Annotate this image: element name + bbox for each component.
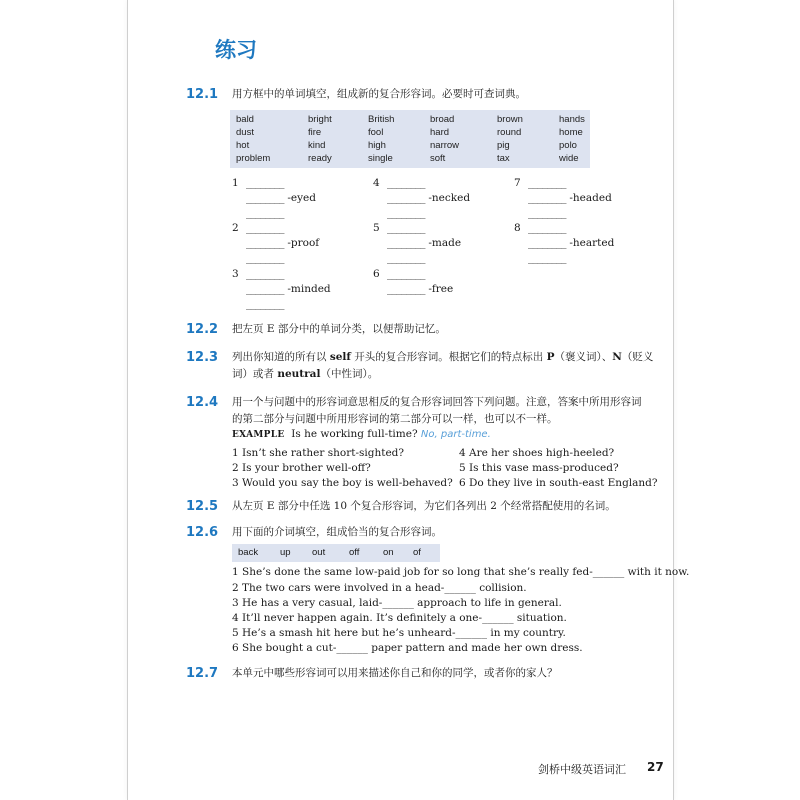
blank[interactable]: ________ — [246, 237, 284, 249]
word: dust — [236, 127, 254, 138]
word-column — [497, 113, 523, 165]
blank[interactable]: ________ — [387, 268, 425, 280]
blank[interactable]: ________ — [246, 177, 284, 189]
exercise-number-12-6: 12.6 — [186, 525, 219, 540]
exercise-text-12-2: 把左页 E 部分中的单词分类，以便帮助记忆。 — [232, 323, 446, 335]
suffix: -hearted — [569, 237, 615, 249]
word: bright — [308, 114, 332, 125]
preposition: off — [349, 547, 360, 558]
suffix: -made — [428, 237, 462, 249]
exercise-instruction-12-6: 用下面的介词填空，组成恰当的复合形容词。 — [232, 526, 442, 538]
sentence-item: 2 The two cars were involved in a head-______ collision. — [232, 582, 527, 594]
word: tax — [497, 153, 510, 164]
preposition: up — [280, 547, 291, 558]
blank[interactable]: ________ — [387, 283, 425, 295]
page-title: 练习 — [215, 38, 257, 62]
blank[interactable]: ________ — [246, 268, 284, 280]
word: wide — [559, 153, 579, 164]
word: pig — [497, 140, 510, 151]
question-item: 2 Is your brother well-off? — [232, 462, 371, 474]
blank[interactable]: ________ — [246, 298, 284, 310]
suffix: -minded — [287, 283, 331, 295]
example-line: EXAMPLE Is he working full-time? No, part-time. — [232, 428, 491, 440]
word: round — [497, 127, 522, 138]
exercise-number-12-7: 12.7 — [186, 666, 219, 681]
sentence-item: 6 She bought a cut-______ paper pattern and made her own dress. — [232, 642, 583, 654]
word: fool — [368, 127, 384, 138]
exercise-number-12-4: 12.4 — [186, 395, 219, 410]
word: hard — [430, 127, 450, 138]
question-item: 4 Are her shoes high-heeled? — [459, 447, 615, 459]
word: narrow — [430, 140, 460, 151]
word: brown — [497, 114, 523, 125]
exercise-number-12-2: 12.2 — [186, 322, 219, 337]
word: hands — [559, 114, 585, 125]
preposition: on — [383, 547, 394, 558]
preposition-box — [232, 544, 440, 562]
word-column — [430, 113, 459, 165]
blank[interactable]: ________ — [528, 252, 566, 264]
blank[interactable]: ________ — [387, 237, 425, 249]
blank[interactable]: ________ — [528, 192, 566, 204]
exercise-text-12-4: 用一个与问题中的形容词意思相反的复合形容词回答下列问题。注意，答案中所用形容词 的第二部分与问题中所用形容词的第二部分可以一样，也可以不一样。 — [232, 396, 642, 425]
preposition: out — [312, 547, 326, 558]
blank[interactable]: ________ — [387, 207, 425, 219]
word-column — [308, 113, 332, 165]
word: soft — [430, 153, 446, 164]
suffix: -headed — [569, 192, 612, 204]
word: polo — [559, 140, 577, 151]
word: kind — [308, 140, 326, 151]
word: home — [559, 127, 583, 138]
blank[interactable]: ________ — [246, 283, 284, 295]
preposition: of — [413, 547, 421, 558]
suffix: -free — [428, 283, 454, 295]
exercise-number-12-1: 12.1 — [186, 87, 219, 102]
blank[interactable]: ________ — [528, 207, 566, 219]
footer-book-title: 剑桥中级英语词汇 — [538, 763, 626, 776]
sentence-item: 5 He’s a smash hit here but he’s unheard-______ in my country. — [232, 627, 566, 639]
exercise-text-12-5: 从左页 E 部分中任选 10 个复合形容词，为它们各列出 2 个经常搭配使用的名词。 — [232, 500, 616, 512]
sentence-item: 1 She’s done the same low-paid job for so long that she’s really fed-______ with it now. — [232, 566, 690, 578]
suffix: -necked — [428, 192, 471, 204]
blank[interactable]: ________ — [387, 222, 425, 234]
word: problem — [236, 153, 271, 164]
word-column — [559, 113, 585, 165]
blank[interactable]: ________ — [387, 192, 425, 204]
blank[interactable]: ________ — [387, 252, 425, 264]
word: hot — [236, 140, 250, 151]
blank[interactable]: ________ — [528, 237, 566, 249]
blank[interactable]: ________ — [246, 222, 284, 234]
word: British — [368, 114, 395, 125]
blank[interactable]: ________ — [387, 177, 425, 189]
word: single — [368, 153, 393, 164]
word: fire — [308, 127, 322, 138]
question-item: 1 Isn’t she rather short-sighted? — [232, 447, 405, 459]
exercise-number-12-5: 12.5 — [186, 499, 219, 514]
question-item: 3 Would you say the boy is well-behaved? — [232, 477, 453, 489]
word: broad — [430, 114, 455, 125]
word: ready — [308, 153, 332, 164]
word-column — [368, 113, 394, 165]
word-column — [236, 113, 270, 165]
word-box — [230, 110, 590, 168]
blank[interactable]: ________ — [246, 207, 284, 219]
question-item: 5 Is this vase mass-produced? — [459, 462, 619, 474]
blank[interactable]: ________ — [528, 222, 566, 234]
word: bald — [236, 114, 254, 125]
word: high — [368, 140, 386, 151]
exercise-number-12-3: 12.3 — [186, 350, 219, 365]
suffix: -eyed — [287, 192, 316, 204]
page-number: 27 — [647, 760, 664, 774]
suffix: -proof — [287, 237, 320, 249]
blank[interactable]: ________ — [246, 192, 284, 204]
blank[interactable]: ________ — [528, 177, 566, 189]
exercise-text-12-3: 列出你知道的所有以 self 开头的复合形容词。根据它们的特点标出 P（褒义词）、N（贬义 词）或者 neutral（中性词）。 — [232, 351, 654, 380]
sentence-item: 4 It’ll never happen again. It’s definitely a one-______ situation. — [232, 612, 567, 624]
sentence-item: 3 He has a very casual, laid-______ approach to life in general. — [232, 597, 562, 609]
exercise-instruction-12-1: 用方框中的单词填空，组成新的复合形容词。必要时可查词典。 — [232, 88, 526, 100]
blank[interactable]: ________ — [246, 252, 284, 264]
question-item: 6 Do they live in south-east England? — [459, 477, 658, 489]
exercise-text-12-7: 本单元中哪些形容词可以用来描述你自己和你的同学，或者你的家人？ — [232, 667, 558, 679]
preposition: back — [238, 547, 259, 558]
